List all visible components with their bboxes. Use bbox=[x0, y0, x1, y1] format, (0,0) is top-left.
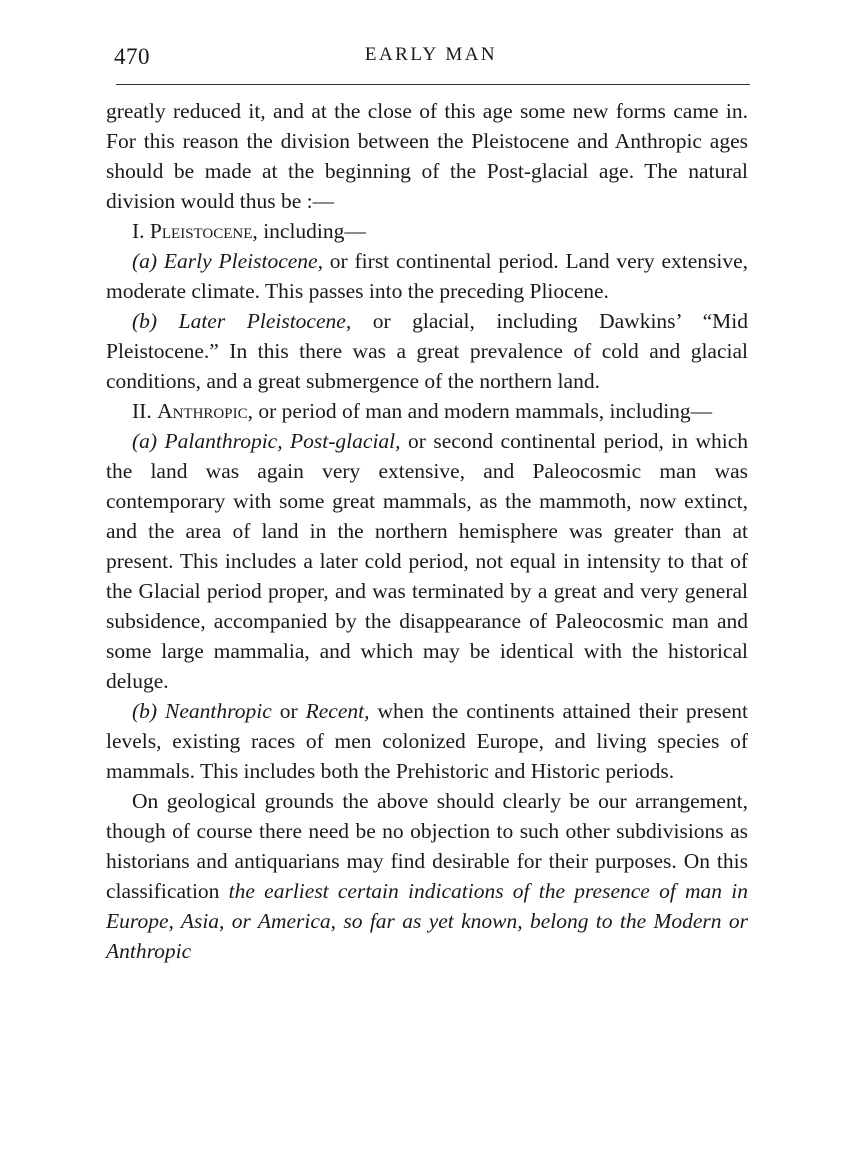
item-marker: (b) bbox=[132, 309, 158, 333]
item-title-alt: Recent, bbox=[305, 699, 370, 723]
item-text: or second continental period, in which the land was again very extensive, and Paleocosmic man was contemporary with some great mammals, as the mammoth, now extinct, and the area of land in the northern hemisphere was greater than at present. This includes a later cold period, not equal in intensity to that of the Glacial period proper, and was terminated by a great and very general subsidence, accompanied by the disappearance of Paleocosmic man and some large mammalia, and which may be identical with the historical deluge. bbox=[106, 429, 749, 693]
paragraph-early-pleistocene bbox=[106, 246, 748, 306]
item-marker: (b) bbox=[132, 699, 158, 723]
heading-pleistocene bbox=[106, 216, 748, 246]
paragraph-text: greatly reduced it, and at the close of this age some new forms came in. For this reason the division between the Pleistocene and Anthropic ages should be made at the beginning of the Post-glacial age. The natural division would thus be :— bbox=[106, 99, 748, 213]
heading-anthropic bbox=[106, 396, 748, 426]
item-text: or first continental period. Land very extensive, moderate climate. This passes into the preceding Pliocene. bbox=[106, 249, 749, 303]
running-title: EARLY MAN bbox=[364, 44, 498, 65]
section-rest: or period of man and modern mammals, including— bbox=[258, 399, 713, 423]
paragraph-conclusion bbox=[106, 786, 748, 966]
paragraph-neanthropic bbox=[106, 696, 748, 786]
section-label: Pleistocene, bbox=[149, 219, 258, 243]
paragraph-text: On geological grounds the above should clearly be our arrangement, though of course there need be no objection to such other subdivisions as historians and antiquarians may find desirable for their purposes. On this classification bbox=[106, 789, 748, 903]
running-head bbox=[114, 42, 748, 72]
section-rest: including— bbox=[263, 219, 366, 243]
item-title: Palanthropic, Post-glacial, bbox=[164, 429, 401, 453]
item-text: or glacial, including Dawkins’ “Mid Pleistocene.” In this there was a great prevalence of cold and glacial conditions, and a great submergence of the northern land. bbox=[106, 309, 749, 393]
header-rule bbox=[116, 84, 750, 85]
item-marker: (a) bbox=[132, 249, 158, 273]
body-text bbox=[106, 96, 748, 966]
paragraph-palanthropic bbox=[106, 426, 748, 696]
section-label: Anthropic, bbox=[157, 399, 253, 423]
section-numeral: II. bbox=[132, 399, 152, 423]
section-numeral: I. bbox=[132, 219, 145, 243]
emphasized-text: the earliest certain indications of the presence of man in Europe, Asia, or America, so far as yet known, belong to the Modern or Anthropic bbox=[106, 879, 749, 963]
page-number: 470 bbox=[114, 44, 150, 69]
paragraph-later-pleistocene bbox=[106, 306, 748, 396]
item-title: Neanthropic bbox=[165, 699, 272, 723]
paragraph-continuation bbox=[106, 96, 748, 216]
item-title: Early Pleistocene, bbox=[163, 249, 323, 273]
item-marker: (a) bbox=[132, 429, 158, 453]
item-title: Later Pleistocene, bbox=[178, 309, 352, 333]
item-connector: or bbox=[279, 699, 298, 723]
item-text: when the continents attained their present levels, existing races of men colonized Europe, and living species of mammals. This includes both the Prehistoric and Historic periods. bbox=[106, 699, 749, 783]
